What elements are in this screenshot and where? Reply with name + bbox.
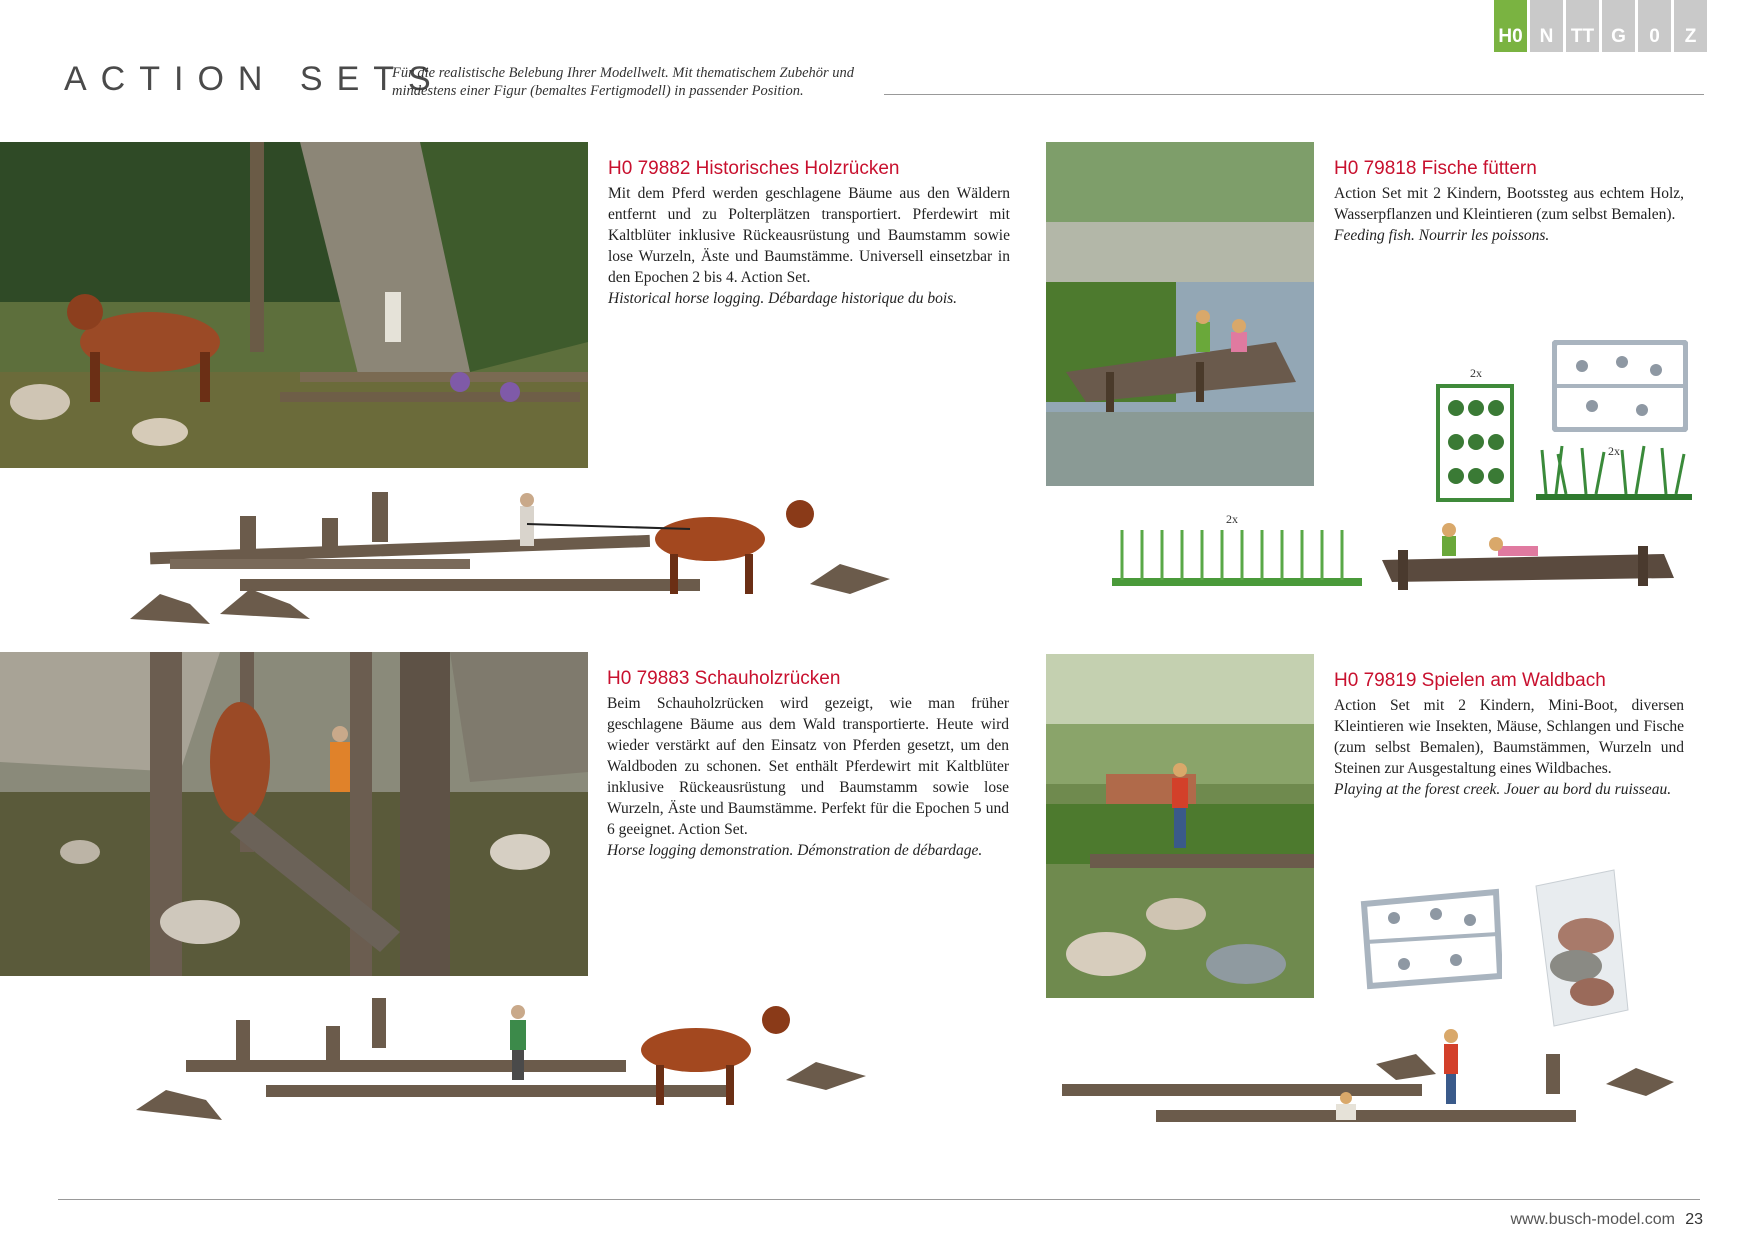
page-number: 23: [1685, 1211, 1703, 1228]
contents-reeds: [1536, 440, 1692, 504]
product-description: Beim Schauholzrücken wird gezeigt, wie man früher geschlagene Bäume aus dem Wald transportierte. Heute wird wieder verstärkt auf den Einsatz von Pferden gesetzt, um den Waldboden zu schonen. Set enthält Pferdewirt mit Kaltblüter inklusive Rückeausrüstung und Baumstamm sowie lose Wurzeln, Äste und Baumstämme. Perfekt für die Epochen 5 und 6 geeignet. Action Set.: [607, 695, 1009, 838]
product-title: H0 79883 Schauholzrücken: [607, 668, 841, 689]
contents-stone-bag: [1530, 866, 1630, 1030]
contents-demonstration-logging: [126, 990, 896, 1130]
photo-feeding-fish: [1046, 142, 1314, 486]
scale-tab-h0[interactable]: H0: [1494, 0, 1527, 52]
product-translation: Historical horse logging. Débardage historique du bois.: [608, 290, 958, 307]
scale-tab-tt[interactable]: TT: [1566, 0, 1599, 52]
scale-tab-z[interactable]: Z: [1674, 0, 1707, 52]
product-description: Action Set mit 2 Kindern, Mini-Boot, diversen Kleintieren wie Insekten, Mäuse, Schlangen und Fische (zum selbst Bemalen), Baumstämmen, Wurzeln und Steinen zur Ausgestaltung eines Wildbaches.: [1334, 697, 1684, 777]
photo-demonstration-logging: [0, 652, 588, 976]
contents-creek-logs: [1056, 1024, 1676, 1136]
product-description: Action Set mit 2 Kindern, Bootssteg aus echtem Holz, Wasserpflanzen und Kleintieren (zum selbst Bemalen).: [1334, 185, 1684, 223]
scale-tabs: [1494, 0, 1707, 52]
contents-plants: [1112, 524, 1362, 590]
scale-tab-n[interactable]: N: [1530, 0, 1563, 52]
product-title: H0 79819 Spielen am Waldbach: [1334, 670, 1606, 691]
product-translation: Feeding fish. Nourrir les poissons.: [1334, 227, 1550, 244]
contents-animal-sprue-creek: [1360, 888, 1502, 990]
product-translation: Playing at the forest creek. Jouer au bord du ruisseau.: [1334, 781, 1672, 798]
photo-historical-logging: [0, 142, 588, 468]
scale-tab-0[interactable]: 0: [1638, 0, 1671, 52]
intro-text: Für die realistische Belebung Ihrer Modellwelt. Mit thematischem Zubehör und mindestens einer Figur (bemaltes Fertigmodell) in passender Position.: [392, 65, 855, 99]
product-translation: Horse logging demonstration. Démonstration de débardage.: [607, 842, 983, 859]
product-79818: [1334, 158, 1684, 246]
product-title: H0 79882 Historisches Holzrücken: [608, 158, 900, 179]
contents-dock-kids: [1378, 520, 1680, 596]
qty-reeds: 2x: [1608, 444, 1620, 458]
footer-rule: [58, 1199, 1700, 1200]
product-79819: [1334, 670, 1684, 800]
header-rule: [884, 94, 1704, 95]
qty-plants: 2x: [1226, 512, 1238, 526]
page-title: ACTION SETS: [64, 60, 445, 98]
product-title: H0 79818 Fische füttern: [1334, 158, 1537, 179]
contents-lilypads: [1436, 384, 1514, 502]
contents-historical-logging: [90, 484, 900, 634]
contents-animal-sprue: [1552, 340, 1688, 432]
product-description: Mit dem Pferd werden geschlagene Bäume aus den Wäldern entfernt und zu Polterplätzen transportiert. Pferdewirt mit Kaltblüter inklusive Rückeausrüstung und Baumstamm sowie lose Wurzeln, Äste und Baumstämme. Universell einsetzbar in den Epochen 2 bis 4. Action Set.: [608, 185, 1010, 286]
qty-lilypads: 2x: [1470, 366, 1482, 380]
photo-forest-creek: [1046, 654, 1314, 998]
product-79882: [608, 158, 1010, 309]
product-79883: [607, 668, 1009, 861]
scale-tab-g[interactable]: G: [1602, 0, 1635, 52]
footer-url[interactable]: www.busch-model.com: [1510, 1211, 1675, 1228]
